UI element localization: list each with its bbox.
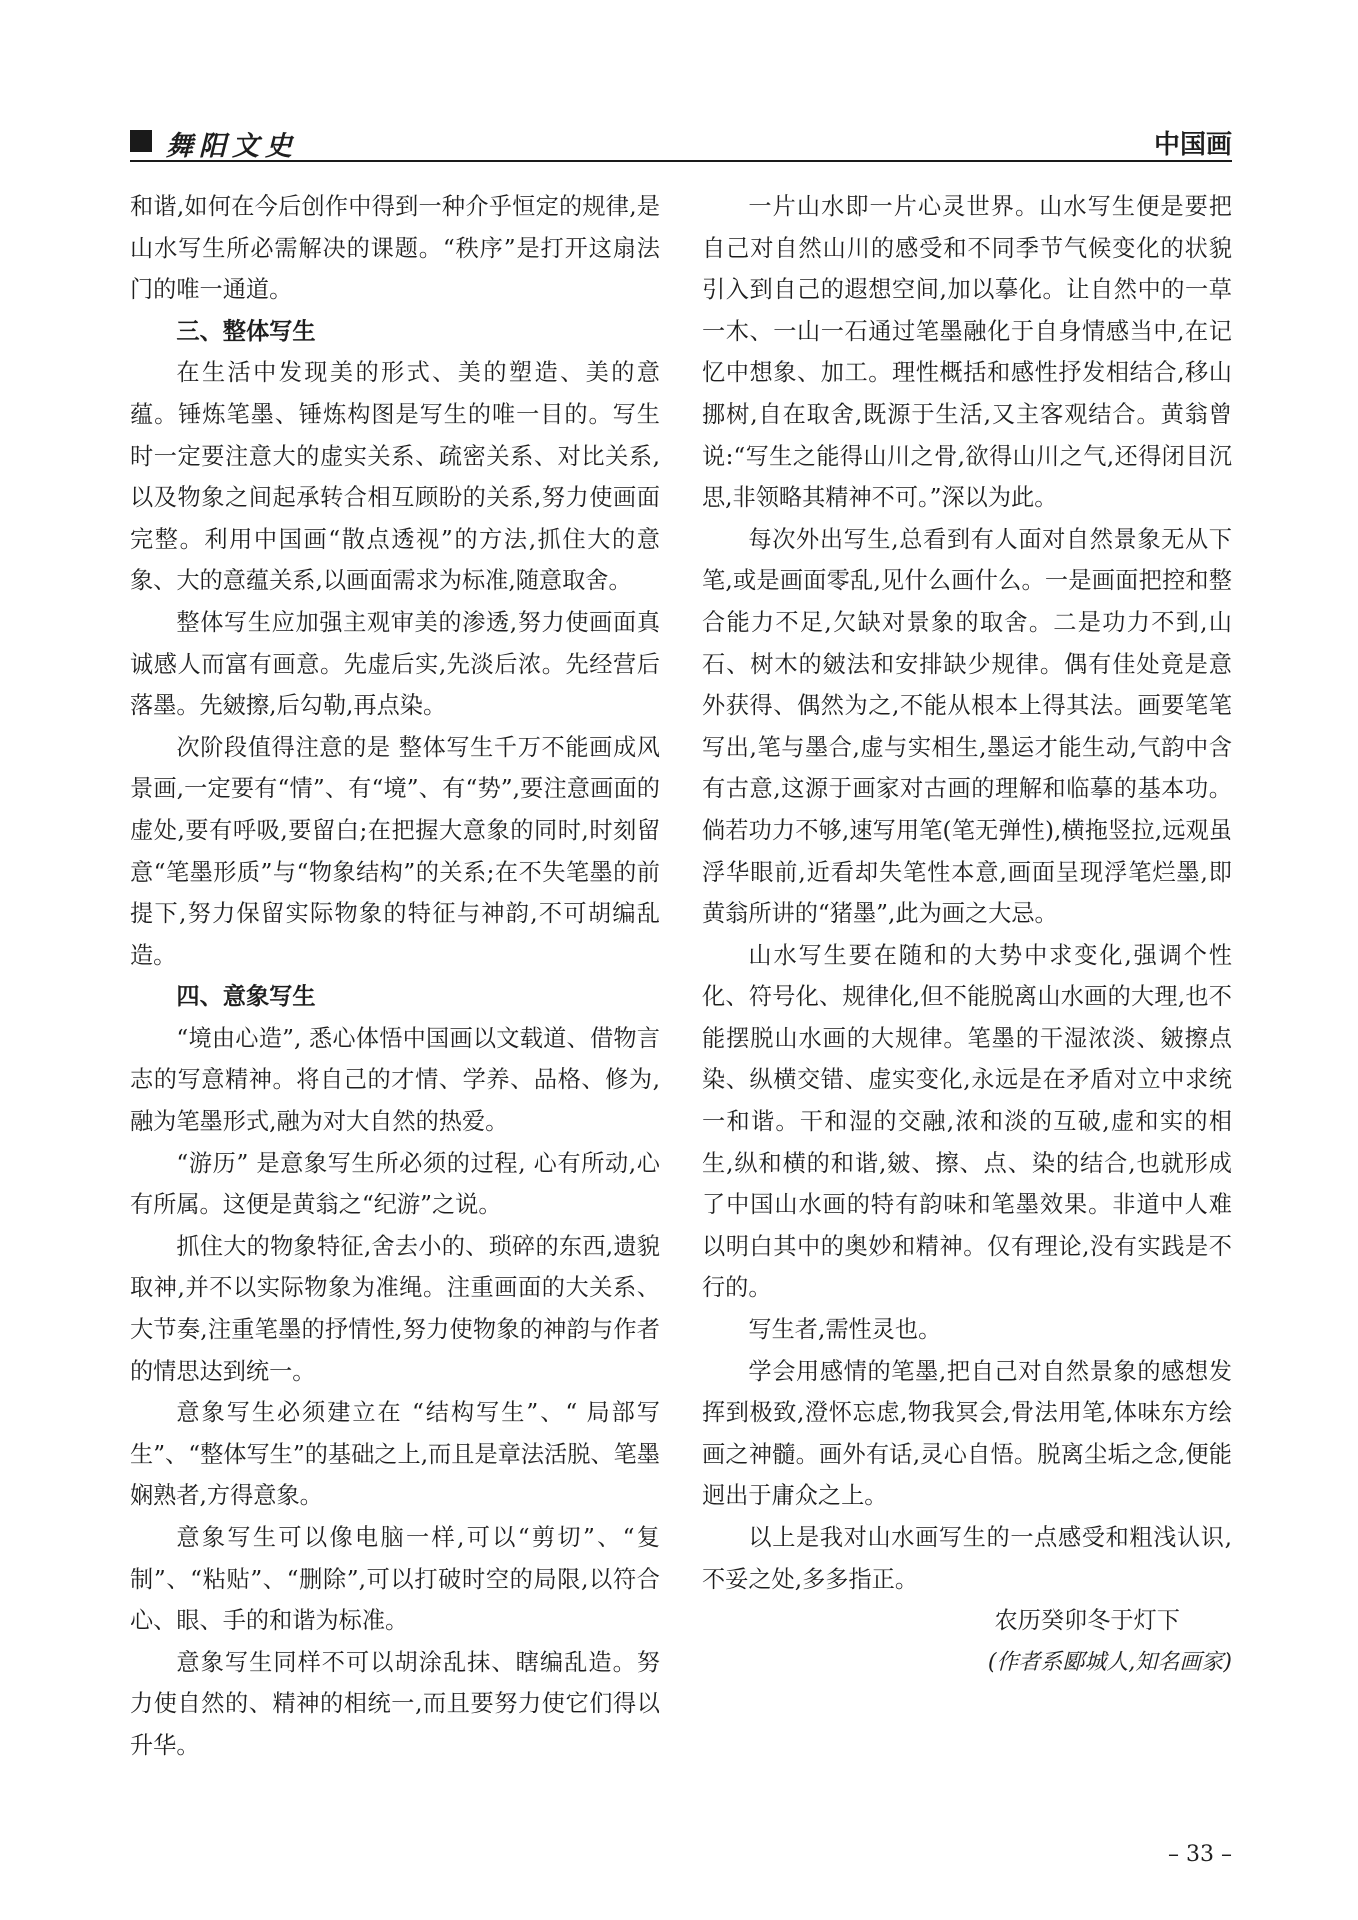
paragraph: 一片山水即一片心灵世界。山水写生便是要把自己对自然山川的感受和不同季节气候变化的状貌引入到自己的遐想空间,加以摹化。让自然中的一草一木、一山一石通过笔墨融化于自身情感当中,在记忆中想象、加工。理性概括和感性抒发相结合,移山挪树,自在取舍,既源于生活,又主客观结合。黄翁曾说:“写生之能得山川之骨,欲得山川之气,还得闭目沉思,非领略其精神不可。”深以为此。: [702, 193, 1232, 512]
left-column: [130, 186, 660, 1767]
header-square-marker: [130, 130, 152, 152]
right-column: [702, 186, 1232, 1683]
page-number: – 33 –: [1168, 1842, 1232, 1867]
paragraph: 学会用感情的笔墨,把自己对自然景象的感想发挥到极致,澄怀忘虑,物我冥会,骨法用笔,体味东方绘画之神髓。画外有话,灵心自悟。脱离尘垢之念,便能迥出于庸众之上。: [702, 1357, 1232, 1510]
paragraph: 意象写生必须建立在 “结构写生”、“ 局部写生”、“整体写生”的基础之上,而且是章法活脱、笔墨娴熟者,方得意象。: [130, 1399, 660, 1510]
paragraph: 次阶段值得注意的是 整体写生千万不能画成风景画,一定要有“情”、有“境”、有“势”,要注意画面的虚处,要有呼吸,要留白;在把握大意象的同时,时刻留意“笔墨形质”与“物象结构”的关系;在不失笔墨的前提下,努力保留实际物象的特征与神韵,不可胡编乱造。: [130, 733, 660, 969]
paragraph: 每次外出写生,总看到有人面对自然景象无从下笔,或是画面零乱,见什么画什么。一是画面把控和整合能力不足,欠缺对景象的取舍。二是功力不到,山石、树木的皴法和安排缺少规律。偶有佳处竟是意外获得、偶然为之,不能从根本上得其法。画要笔笔写出,笔与墨合,虚与实相生,墨运才能生动,气韵中含有古意,这源于画家对古画的理解和临摹的基本功。倘若功力不够,速写用笔(笔无弹性),横拖竖拉,远观虽浮华眼前,近看却失笔性本意,画面呈现浮笔烂墨,即黄翁所讲的“猪墨”,此为画之大忌。: [702, 525, 1232, 928]
section-heading: 三、整体写生: [176, 317, 316, 345]
paragraph: 以上是我对山水画写生的一点感受和粗浅认识,不妥之处,多多指正。: [702, 1524, 1232, 1593]
paragraph: 意象写生可以像电脑一样,可以“剪切”、“复制”、“粘贴”、“删除”,可以打破时空的局限,以符合心、眼、手的和谐为标准。: [130, 1524, 660, 1635]
paragraph: 山水写生要在随和的大势中求变化,强调个性化、符号化、规律化,但不能脱离山水画的大理,也不能摆脱山水画的大规律。笔墨的干湿浓淡、皴擦点染、纵横交错、虚实变化,永远是在矛盾对立中求统一和谐。干和湿的交融,浓和淡的互破,虚和实的相生,纵和横的和谐,皴、擦、点、染的结合,也就形成了中国山水画的特有韵味和笔墨效果。非道中人难以明白其中的奥妙和精神。仅有理论,没有实践是不行的。: [702, 941, 1232, 1302]
header-divider: [130, 160, 1232, 162]
signature-date: 农历癸卯冬于灯下: [994, 1607, 1180, 1635]
paragraph: 写生者,需性灵也。: [748, 1316, 942, 1344]
section-title: 中国画: [1153, 130, 1232, 160]
running-header: [130, 122, 1232, 162]
author-note: (作者系郾城人,知名画家): [987, 1649, 1232, 1675]
section-heading: 四、意象写生: [176, 983, 316, 1011]
paragraph: “境由心造”, 悉心体悟中国画以文载道、借物言志的写意精神。将自己的才情、学养、品格、修为,融为笔墨形式,融为对大自然的热爱。: [130, 1024, 660, 1136]
paragraph: 抓住大的物象特征,舍去小的、琐碎的东西,遗貌取神,并不以实际物象为准绳。注重画面的大关系、大节奏,注重笔墨的抒情性,努力使物象的神韵与作者的情思达到统一。: [130, 1232, 660, 1385]
paragraph: “游历” 是意象写生所必须的过程, 心有所动,心有所属。这便是黄翁之“纪游”之说。: [130, 1149, 660, 1219]
paragraph: 在生活中发现美的形式、美的塑造、美的意蕴。锤炼笔墨、锤炼构图是写生的唯一目的。写生时一定要注意大的虚实关系、疏密关系、对比关系, 以及物象之间起承转合相互顾盼的关系,努力使画面完整。利用中国画“散点透视”的方法,抓住大的意象、大的意蕴关系,以画面需求为标准,随意取舍。: [130, 359, 660, 595]
journal-title: 舞阳文史: [166, 131, 298, 162]
paragraph: 整体写生应加强主观审美的渗透,努力使画面真诚感人而富有画意。先虚后实,先淡后浓。先经营后落墨。先皴擦,后勾勒,再点染。: [130, 608, 660, 720]
paragraph: 和谐,如何在今后创作中得到一种介乎恒定的规律,是山水写生所必需解决的课题。“秩序”是打开这扇法门的唯一通道。: [130, 193, 660, 304]
paragraph: 意象写生同样不可以胡涂乱抹、瞎编乱造。努力使自然的、精神的相统一,而且要努力使它们得以升华。: [130, 1648, 660, 1759]
